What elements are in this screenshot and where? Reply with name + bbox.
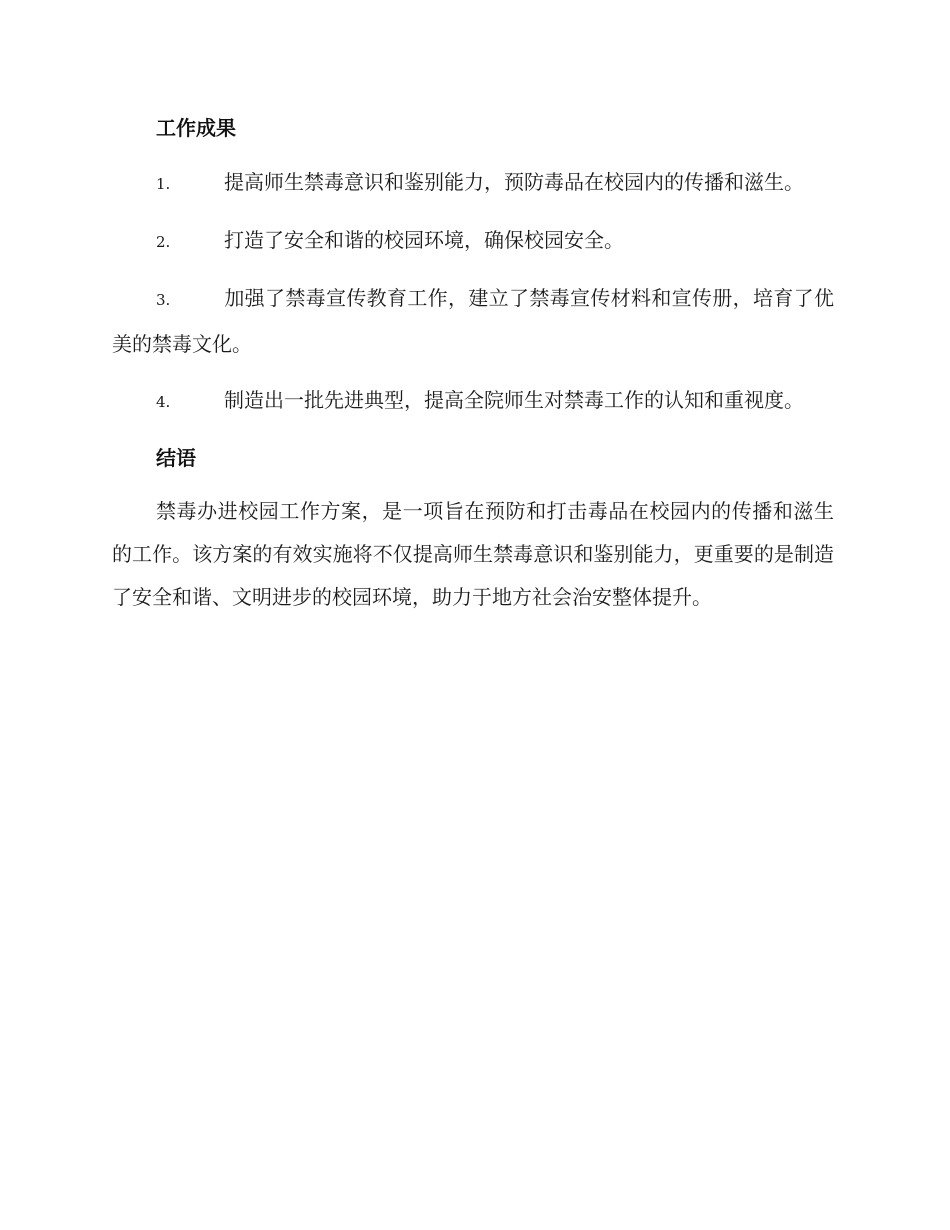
list-item-text: 制造出一批先进典型，提高全院师生对禁毒工作的认知和重视度。	[224, 388, 804, 412]
list-item-number: 1.	[156, 175, 171, 193]
list-item-number: 3.	[156, 291, 171, 309]
section-heading-conclusion: 结语	[156, 446, 196, 470]
list-item-text: 提高师生禁毒意识和鉴别能力，预防毒品在校园内的传播和滋生。	[224, 170, 804, 194]
document-page	[112, 108, 834, 619]
list-item	[112, 160, 834, 206]
list-item-text: 打造了安全和谐的校园环境，确保校园安全。	[224, 228, 624, 252]
conclusion-paragraph: 禁毒办进校园工作方案，是一项旨在预防和打击毒品在校园内的传播和滋生的工作。该方案的有效实施将不仅提高师生禁毒意识和鉴别能力，更重要的是制造了安全和谐、文明进步的校园环境，助力于地方社会治安整体提升。	[112, 499, 834, 609]
list-item-number: 2.	[156, 233, 171, 251]
list-item	[112, 218, 834, 264]
list-item	[112, 378, 834, 424]
list-item	[112, 276, 834, 366]
list-item-text: 加强了禁毒宣传教育工作，建立了禁毒宣传材料和宣传册，培育了优美的禁毒文化。	[112, 286, 834, 356]
section-heading-results: 工作成果	[156, 116, 236, 140]
list-item-number: 4.	[156, 393, 171, 411]
